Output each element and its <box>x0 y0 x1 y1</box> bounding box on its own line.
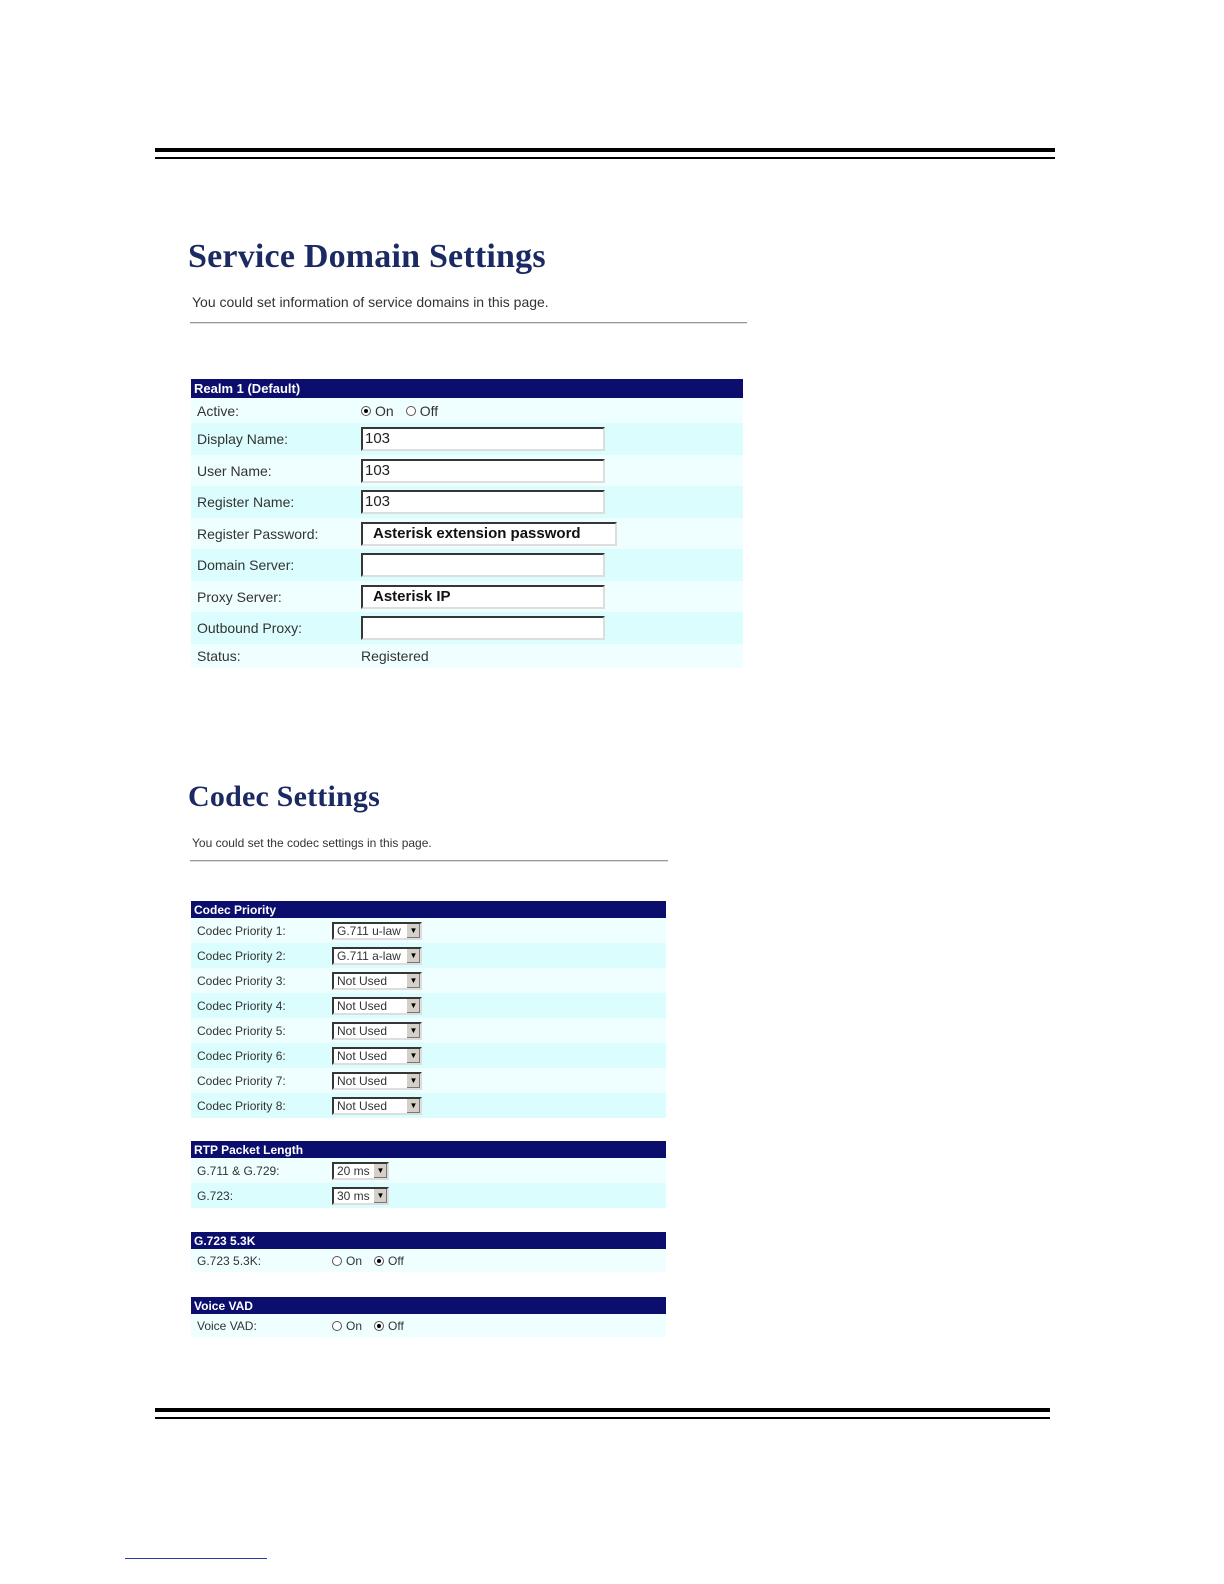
section-divider <box>190 860 668 862</box>
dropdown-arrow-icon: ▼ <box>406 1024 420 1038</box>
register-name-input[interactable]: 103 <box>361 490 605 514</box>
select-value: G.711 a-law <box>337 948 401 963</box>
vad-off-radio[interactable] <box>374 1319 404 1333</box>
user-name-label: User Name: <box>197 462 272 479</box>
g723-row <box>191 1249 666 1272</box>
codec-priority-label: Codec Priority 2: <box>197 948 286 963</box>
select-value: G.711 u-law <box>337 923 401 938</box>
register-password-input[interactable]: Asterisk extension password <box>361 522 617 546</box>
codec-priority-1-select[interactable] <box>332 922 422 940</box>
rtp-row <box>191 1183 666 1208</box>
register-name-label: Register Name: <box>197 494 295 510</box>
codec-priority-row <box>191 1068 666 1093</box>
dropdown-arrow-icon: ▼ <box>406 949 420 963</box>
vad-on-label: On <box>346 1318 363 1333</box>
codec-priority-table <box>191 901 666 1118</box>
active-on-label: On <box>375 402 394 419</box>
g723-on-radio[interactable] <box>332 1254 362 1268</box>
rtp-g723-select[interactable] <box>332 1187 389 1205</box>
outbound-proxy-input[interactable] <box>361 616 605 640</box>
rtp-label: G.711 & G.729: <box>197 1163 280 1178</box>
active-on-radio[interactable] <box>361 403 394 419</box>
section-divider <box>190 322 747 324</box>
voice-vad-table <box>191 1297 666 1337</box>
codec-priority-label: Codec Priority 4: <box>197 998 286 1013</box>
radio-button-icon <box>332 1256 342 1266</box>
active-off-label: Off <box>419 402 439 419</box>
vad-on-radio[interactable] <box>332 1319 362 1333</box>
g723-label: G.723 5.3K: <box>197 1253 262 1268</box>
proxy-server-input[interactable]: Asterisk IP <box>361 585 605 609</box>
display-name-row <box>191 423 743 455</box>
dropdown-arrow-icon: ▼ <box>406 999 420 1013</box>
domain-server-label: Domain Server: <box>197 557 295 573</box>
rtp-label: G.723: <box>197 1188 234 1203</box>
radio-button-icon <box>332 1321 342 1331</box>
codec-priority-row <box>191 943 666 968</box>
domain-server-row <box>191 549 743 581</box>
proxy-server-label: Proxy Server: <box>197 588 282 605</box>
codec-priority-row <box>191 993 666 1018</box>
service-domain-description: You could set information of service domains in this page. <box>192 294 549 310</box>
footer-link-underline <box>125 1558 267 1559</box>
select-value: 20 ms <box>337 1163 370 1178</box>
service-domain-header <box>188 238 748 324</box>
codec-priority-7-select[interactable] <box>332 1072 422 1090</box>
bottom-page-rule <box>155 1408 1050 1419</box>
active-row <box>191 398 743 423</box>
status-row <box>191 644 743 668</box>
codec-priority-row <box>191 1043 666 1068</box>
user-name-input[interactable]: 103 <box>361 459 605 483</box>
codec-priority-5-select[interactable] <box>332 1022 422 1040</box>
g723-on-label: On <box>346 1253 363 1268</box>
display-name-input[interactable]: 103 <box>361 427 605 451</box>
rtp-packet-length-table <box>191 1141 666 1208</box>
radio-button-icon <box>361 406 371 416</box>
dropdown-arrow-icon: ▼ <box>406 1099 420 1113</box>
codec-description: You could set the codec settings in this page. <box>192 836 432 850</box>
select-value: Not Used <box>337 1048 388 1063</box>
select-value: 30 ms <box>337 1188 370 1203</box>
top-page-rule <box>155 148 1055 159</box>
codec-priority-4-select[interactable] <box>332 997 422 1015</box>
select-value: Not Used <box>337 1073 388 1088</box>
g723-off-label: Off <box>388 1253 404 1268</box>
active-label: Active: <box>197 402 240 419</box>
display-name-label: Display Name: <box>197 431 289 447</box>
dropdown-arrow-icon: ▼ <box>406 924 420 938</box>
outbound-proxy-row <box>191 612 743 644</box>
domain-server-input[interactable] <box>361 553 605 577</box>
codec-header <box>188 780 668 862</box>
codec-priority-label: Codec Priority 5: <box>197 1023 286 1038</box>
select-value: Not Used <box>337 973 388 988</box>
codec-priority-label: Codec Priority 7: <box>197 1073 286 1088</box>
status-value: Registered <box>361 648 429 664</box>
vad-header: Voice VAD <box>191 1297 666 1314</box>
realm-table <box>191 379 743 668</box>
dropdown-arrow-icon: ▼ <box>406 1049 420 1063</box>
vad-row <box>191 1314 666 1337</box>
codec-title: Codec Settings <box>188 780 380 813</box>
register-password-row <box>191 518 743 549</box>
vad-off-label: Off <box>388 1318 404 1333</box>
select-value: Not Used <box>337 998 388 1013</box>
select-value: Not Used <box>337 1098 388 1113</box>
codec-priority-row <box>191 968 666 993</box>
user-name-row <box>191 455 743 486</box>
codec-priority-row <box>191 1018 666 1043</box>
codec-priority-header: Codec Priority <box>191 901 666 918</box>
codec-priority-row <box>191 1093 666 1118</box>
radio-button-icon <box>406 406 416 416</box>
radio-button-icon <box>374 1321 384 1331</box>
codec-priority-6-select[interactable] <box>332 1047 422 1065</box>
register-password-label: Register Password: <box>197 525 319 542</box>
codec-priority-label: Codec Priority 6: <box>197 1048 286 1063</box>
radio-button-icon <box>374 1256 384 1266</box>
select-value: Not Used <box>337 1023 388 1038</box>
rtp-g711-g729-select[interactable] <box>332 1162 389 1180</box>
rtp-header: RTP Packet Length <box>191 1141 666 1158</box>
codec-priority-3-select[interactable] <box>332 972 422 990</box>
dropdown-arrow-icon: ▼ <box>373 1164 387 1178</box>
g723-table <box>191 1232 666 1272</box>
dropdown-arrow-icon: ▼ <box>406 1074 420 1088</box>
codec-priority-label: Codec Priority 3: <box>197 973 286 988</box>
g723-header: G.723 5.3K <box>191 1232 666 1249</box>
dropdown-arrow-icon: ▼ <box>406 974 420 988</box>
service-domain-title: Service Domain Settings <box>188 238 546 275</box>
proxy-server-row <box>191 581 743 612</box>
active-off-radio[interactable] <box>406 403 438 419</box>
codec-priority-row <box>191 918 666 943</box>
outbound-proxy-label: Outbound Proxy: <box>197 620 303 636</box>
codec-priority-label: Codec Priority 1: <box>197 923 286 938</box>
codec-priority-8-select[interactable] <box>332 1097 422 1115</box>
codec-priority-label: Codec Priority 8: <box>197 1098 286 1113</box>
realm-header: Realm 1 (Default) <box>191 379 743 398</box>
register-name-row <box>191 486 743 518</box>
codec-priority-2-select[interactable] <box>332 947 422 965</box>
vad-label: Voice VAD: <box>197 1318 257 1333</box>
g723-off-radio[interactable] <box>374 1254 404 1268</box>
status-label: Status: <box>197 648 241 664</box>
dropdown-arrow-icon: ▼ <box>373 1189 387 1203</box>
rtp-row <box>191 1158 666 1183</box>
